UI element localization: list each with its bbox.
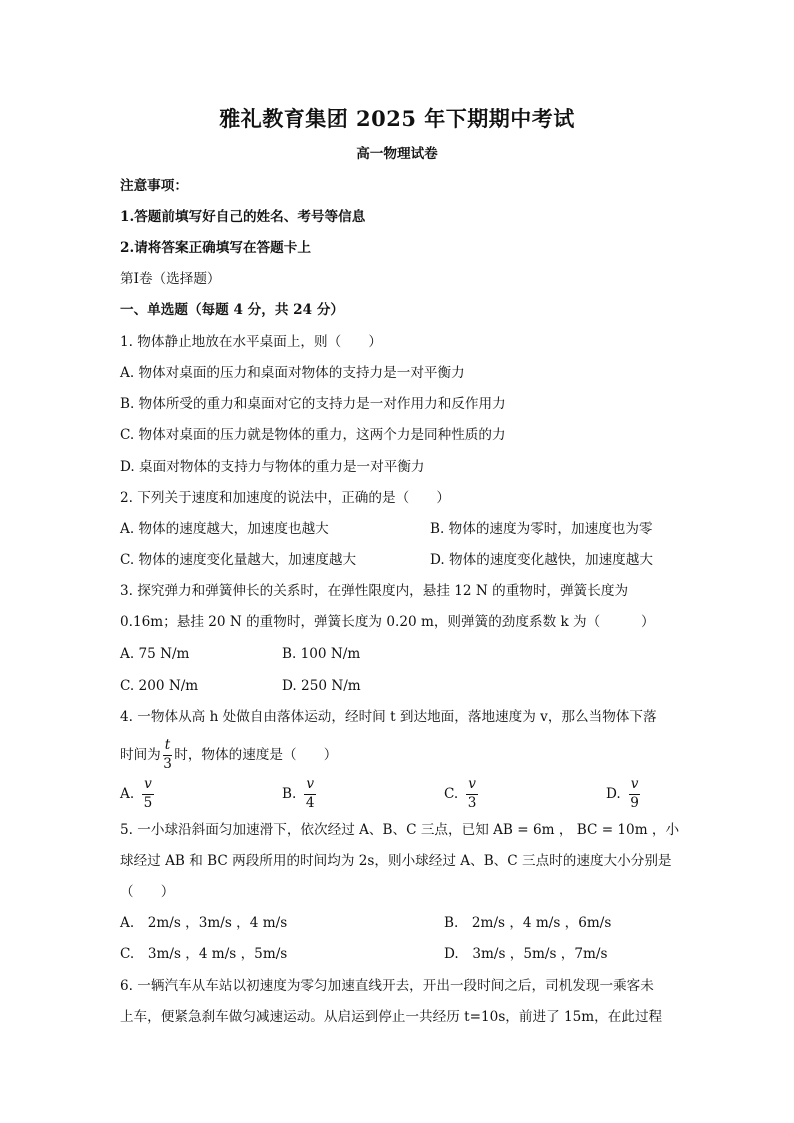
- q2-option-c: C. 物体的速度变化量越大，加速度越大: [120, 552, 357, 568]
- q4-option-b: [282, 778, 318, 810]
- q2-stem: 2. 下列关于速度和加速度的说法中，正确的是（ ）: [120, 490, 450, 506]
- q1-option-b: B. 物体所受的重力和桌面对它的支持力是一对作用力和反作用力: [120, 396, 506, 412]
- q4-stem-line1: 4. 一物体从高 h 处做自由落体运动，经时间 t 到达地面，落地速度为 v，那么当物体下落: [120, 709, 657, 725]
- q4-fraction: [163, 739, 172, 771]
- q5-option-a: A. 2m/s ，3m/s ，4 m/s: [120, 915, 288, 931]
- q4-option-c-numerator: v: [466, 778, 478, 795]
- q4-stem-post: 时，物体的速度是（ ）: [174, 747, 338, 763]
- exam-title: 雅礼教育集团 2025 年下期期中考试: [219, 106, 575, 131]
- q5-option-c: C. 3m/s ，4 m/s ，5m/s: [120, 946, 288, 962]
- q5-stem-line3: （ ）: [120, 884, 175, 900]
- notice-item-1: 1.答题前填写好自己的姓名、考号等信息: [120, 209, 366, 225]
- q4-option-d: [606, 778, 642, 810]
- q5-stem-line1: 5. 一小球沿斜面匀加速滑下，依次经过 A、B、C 三点，已知 AB = 6m ， BC = 10m ，小: [120, 822, 680, 838]
- q4-stem-pre: 时间为: [120, 747, 161, 763]
- q4-option-c-label: C.: [444, 785, 459, 802]
- q5-stem-line2: 球经过 AB 和 BC 两段所用的时间均为 2s，则小球经过 A、B、C 三点时的速度大小分别是: [120, 853, 672, 869]
- q1-option-d: D. 桌面对物体的支持力与物体的重力是一对平衡力: [120, 459, 425, 475]
- q4-option-c-denominator: 3: [467, 794, 477, 811]
- q3-option-a: A. 75 N/m: [120, 646, 190, 662]
- q2-option-d: D. 物体的速度变化越快，加速度越大: [430, 552, 653, 568]
- volume-heading: 第Ⅰ卷（选择题）: [120, 271, 221, 287]
- q4-option-b-denominator: 4: [305, 794, 315, 811]
- q4-option-a-label: A.: [120, 785, 135, 802]
- q2-option-b: B. 物体的速度为零时，加速度也为零: [430, 521, 653, 537]
- q1-stem: 1. 物体静止地放在水平桌面上，则（ ）: [120, 334, 382, 350]
- q1-option-c: C. 物体对桌面的压力就是物体的重力，这两个力是同种性质的力: [120, 427, 506, 443]
- q4-option-d-label: D.: [606, 785, 621, 802]
- notice-item-2: 2.请将答案正确填写在答题卡上: [120, 240, 311, 256]
- q4-fraction-numerator: t: [163, 739, 172, 756]
- q2-option-a: A. 物体的速度越大，加速度也越大: [120, 521, 329, 537]
- q5-option-d: D. 3m/s ，5m/s ，7m/s: [444, 946, 608, 962]
- q4-option-b-label: B.: [282, 785, 297, 802]
- q4-fraction-denominator: 3: [163, 756, 172, 772]
- part-heading: 一、单选题（每题 4 分，共 24 分）: [120, 302, 345, 318]
- q4-option-d-numerator: v: [629, 778, 641, 795]
- q4-option-a-denominator: 5: [143, 794, 153, 811]
- q5-option-b: B. 2m/s ，4 m/s ，6m/s: [444, 915, 612, 931]
- q4-option-a-numerator: v: [142, 778, 154, 795]
- q4-option-a: [120, 778, 156, 810]
- q4-option-d-denominator: 9: [630, 794, 639, 811]
- q6-stem-line2: 上车，便紧急刹车做匀减速运动。从启运到停止一共经历 t=10s，前进了 15m，在此过程: [120, 1009, 663, 1025]
- q3-option-b: B. 100 N/m: [282, 646, 361, 662]
- exam-subtitle: 高一物理试卷: [356, 146, 438, 162]
- q3-option-d: D. 250 N/m: [282, 678, 361, 694]
- q1-option-a: A. 物体对桌面的压力和桌面对物体的支持力是一对平衡力: [120, 365, 465, 381]
- q3-stem-line2: 0.16m；悬挂 20 N 的重物时，弹簧长度为 0.20 m，则弹簧的劲度系数 k 为（ ）: [120, 614, 655, 630]
- notice-heading: 注意事项：: [120, 178, 188, 194]
- q4-stem-line2: [120, 738, 674, 772]
- q3-stem-line1: 3. 探究弹力和弹簧伸长的关系时，在弹性限度内，悬挂 12 N 的重物时，弹簧长度为: [120, 583, 629, 599]
- q4-option-b-numerator: v: [304, 778, 316, 795]
- q3-option-c: C. 200 N/m: [120, 678, 199, 694]
- q6-stem-line1: 6. 一辆汽车从车站以初速度为零匀加速直线开去，开出一段时间之后，司机发现一乘客未: [120, 978, 654, 994]
- q4-option-c: [444, 778, 480, 810]
